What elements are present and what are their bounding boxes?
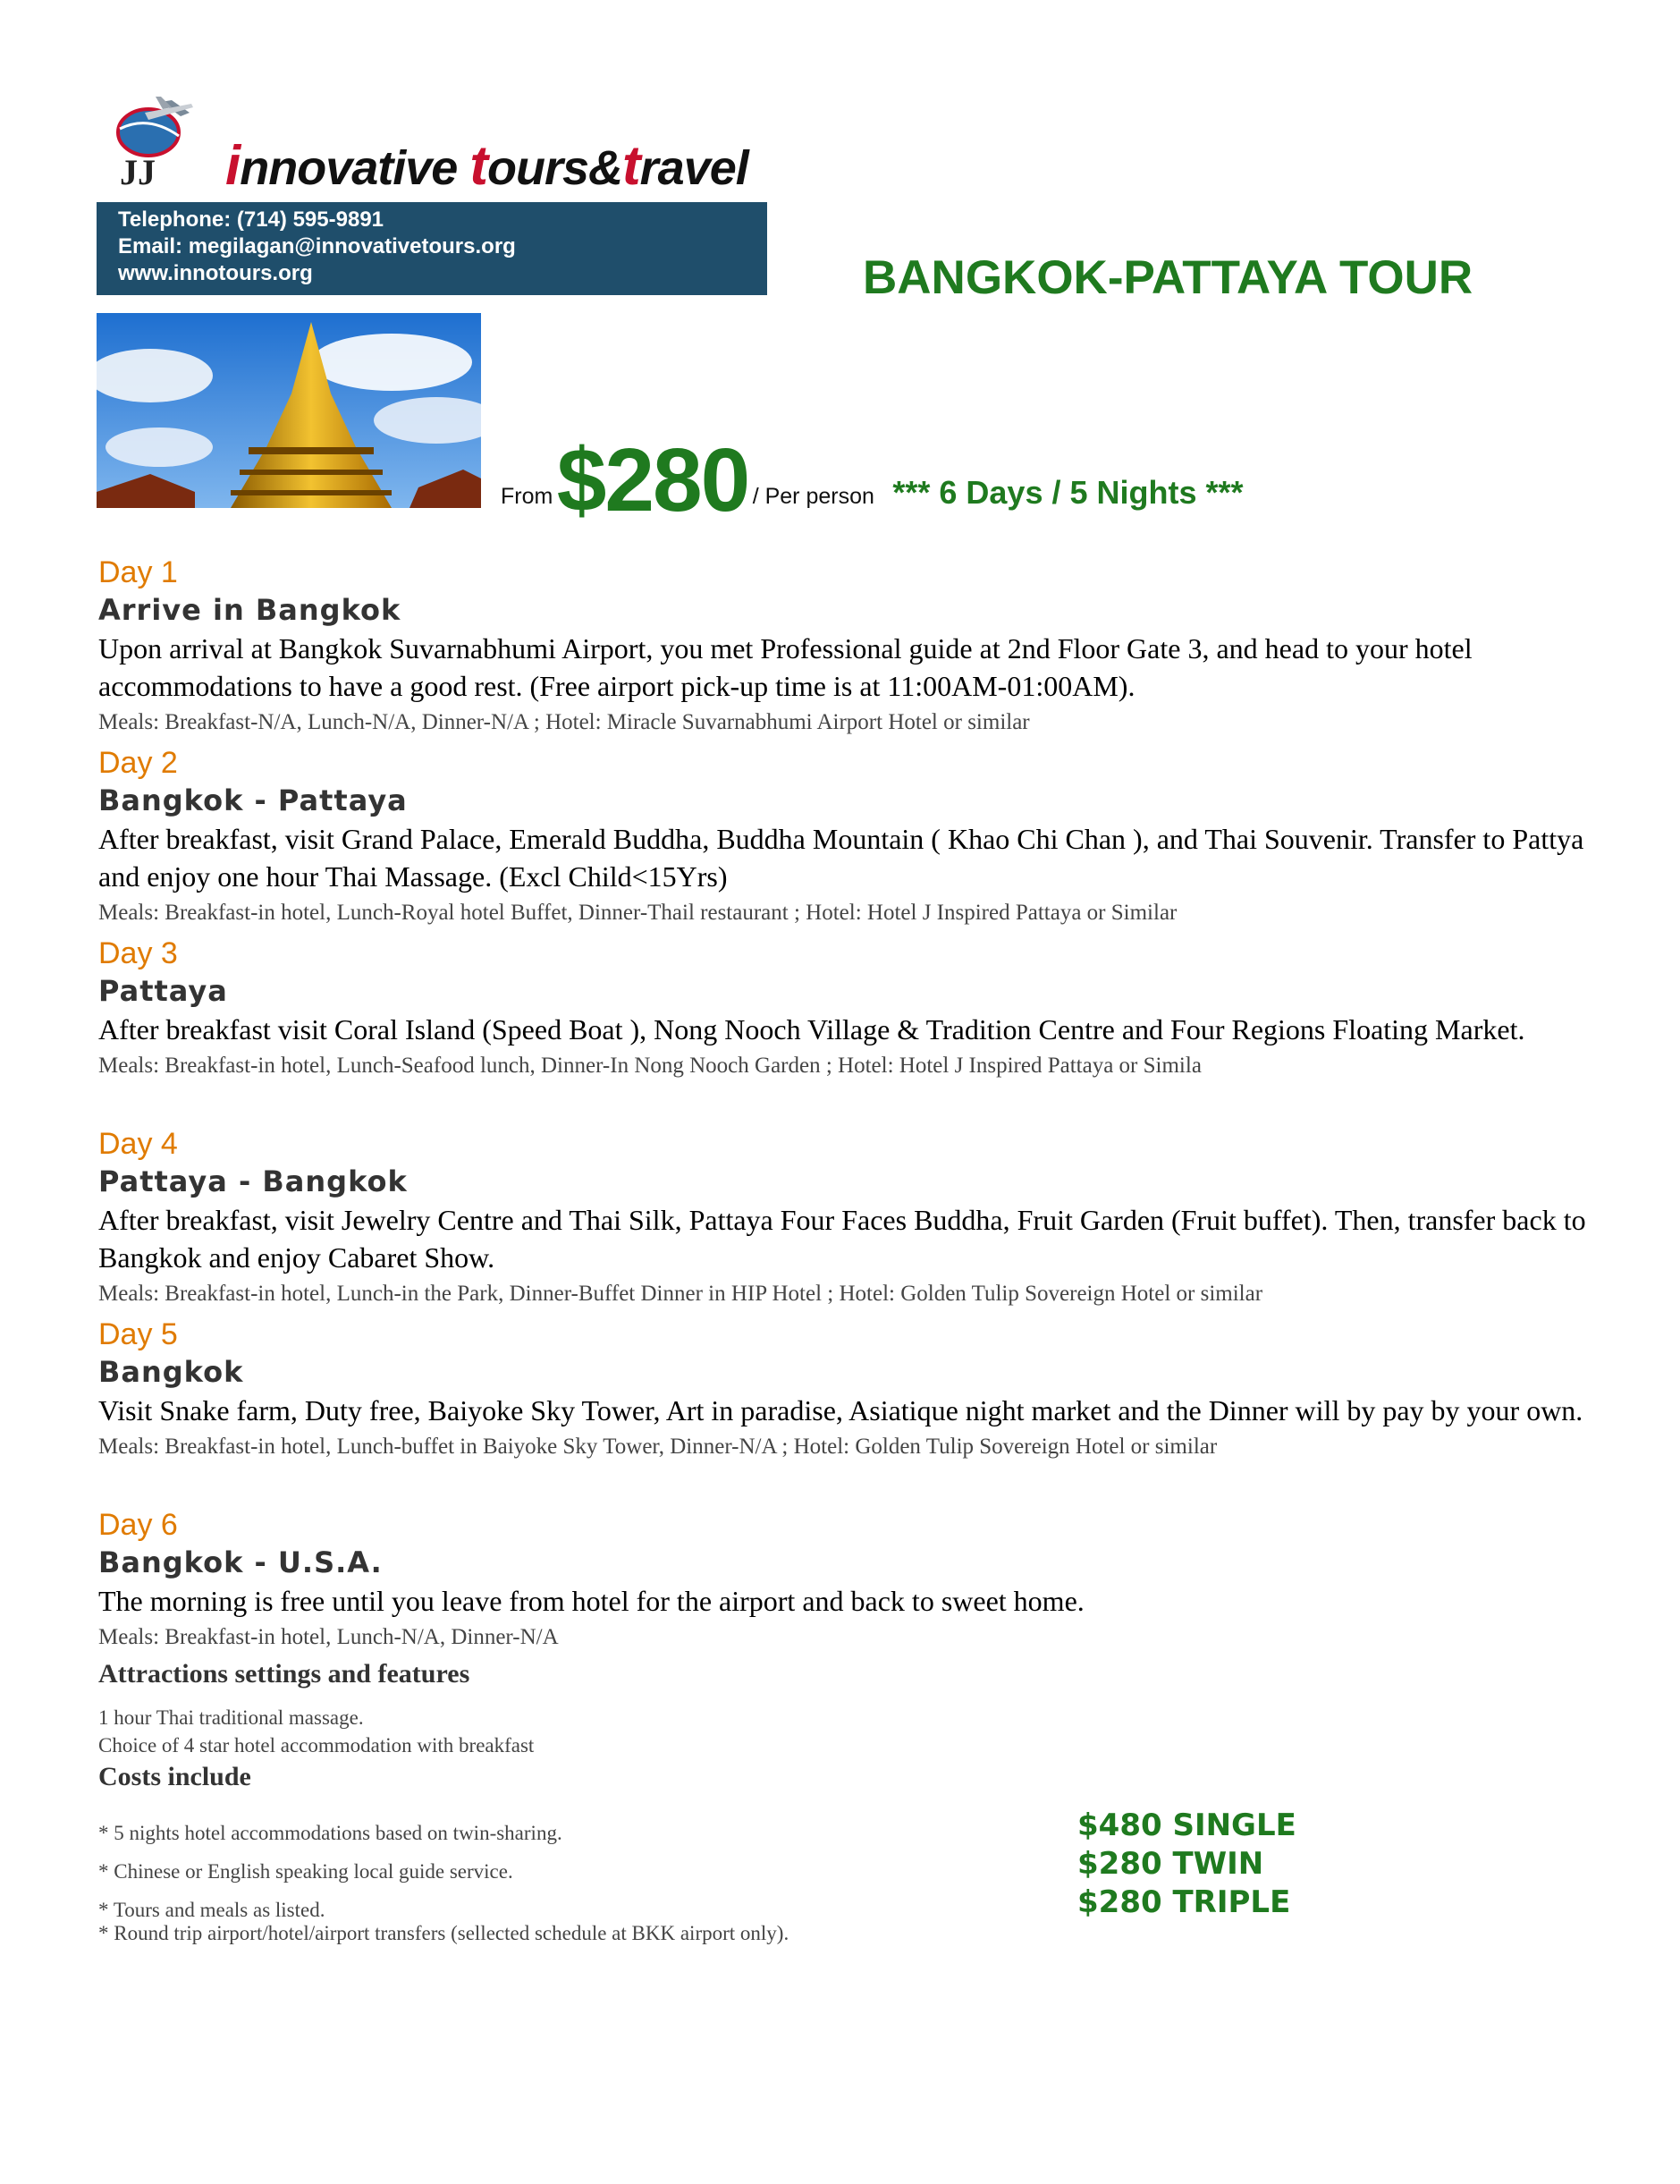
list-item: Choice of 4 star hotel accommodation with breakfast xyxy=(98,1734,535,1757)
svg-text:JJ: JJ xyxy=(120,152,156,190)
price-twin: $280 TWIN xyxy=(1077,1846,1264,1882)
page-title: BANGKOK-PATTAYA TOUR xyxy=(863,251,1473,304)
list-item: * Tours and meals as listed. xyxy=(98,1899,325,1921)
day-heading: Bangkok - Pattaya xyxy=(98,783,408,817)
costs-title: Costs include xyxy=(98,1762,251,1791)
brand-ravel: ravel xyxy=(639,141,748,195)
day-meals: Meals: Breakfast-in hotel, Lunch-in the Park, Dinner-Buffet Dinner in HIP Hotel ; Hotel: Golden Tulip Sovereign Hotel or similar xyxy=(98,1282,1263,1306)
price-line xyxy=(501,429,1244,532)
contact-telephone: Telephone: (714) 595-9891 xyxy=(118,207,384,232)
day-block-3 xyxy=(98,935,1600,1084)
day-heading: Pattaya - Bangkok xyxy=(98,1164,408,1198)
brand-t1: t xyxy=(469,135,487,197)
day-meals: Meals: Breakfast-in hotel, Lunch-buffet in Baiyoke Sky Tower, Dinner-N/A ; Hotel: Golden Tulip Sovereign Hotel or similar xyxy=(98,1435,1218,1459)
brand-amp: & xyxy=(588,141,622,195)
brand-i: i xyxy=(225,135,241,197)
day-heading: Pattaya xyxy=(98,974,228,1008)
brand-t2: t xyxy=(622,135,640,197)
costs-list xyxy=(98,1814,789,1947)
list-item: * 5 nights hotel accommodations based on twin-sharing. xyxy=(98,1822,562,1844)
brand-innovative: nnovative xyxy=(240,141,470,195)
from-label: From xyxy=(501,484,553,509)
day-label: Day 1 xyxy=(98,555,178,589)
list-item: 1 hour Thai traditional massage. xyxy=(98,1706,364,1729)
per-person-label: / Per person xyxy=(752,484,874,509)
day-heading: Bangkok xyxy=(98,1355,244,1389)
day-description: After breakfast visit Coral Island (Speed Boat ), Nong Nooch Village & Tradition Centre and Four Regions Floating Market. xyxy=(98,1013,1525,1045)
day-meals: Meals: Breakfast-in hotel, Lunch-N/A, Dinner-N/A xyxy=(98,1625,559,1649)
brand-name xyxy=(225,135,748,197)
attractions-title: Attractions settings and features xyxy=(98,1659,470,1689)
day-block-5 xyxy=(98,1316,1600,1465)
day-heading: Arrive in Bangkok xyxy=(98,593,401,627)
brand-ours: ours xyxy=(486,141,588,195)
day-description: Visit Snake farm, Duty free, Baiyoke Sky Tower, Art in paradise, Asiatique night market and the Dinner will by pay by your own. xyxy=(98,1394,1583,1426)
list-item: * Round trip airport/hotel/airport transfers (sellected schedule at BKK airport only). xyxy=(98,1922,789,1944)
day-block-6 xyxy=(98,1507,1600,1655)
day-label: Day 6 xyxy=(98,1508,178,1542)
day-meals: Meals: Breakfast-in hotel, Lunch-Royal hotel Buffet, Dinner-Thail restaurant ; Hotel: Hotel J Inspired Pattaya or Similar xyxy=(98,901,1178,925)
day-description: After breakfast, visit Grand Palace, Emerald Buddha, Buddha Mountain ( Khao Chi Chan ), and Thai Souvenir. Transfer to Pattya and enjoy one hour Thai Massage. (Excl Child<15Yrs) xyxy=(98,823,1584,893)
attractions-list xyxy=(98,1704,534,1759)
day-heading: Bangkok - U.S.A. xyxy=(98,1545,383,1579)
price-triple: $280 TRIPLE xyxy=(1077,1884,1291,1920)
contact-banner xyxy=(97,202,767,295)
price-table xyxy=(1077,1807,1296,1922)
duration-label: *** 6 Days / 5 Nights *** xyxy=(892,474,1244,511)
airplane-globe-logo-icon xyxy=(109,97,194,190)
day-meals: Meals: Breakfast-N/A, Lunch-N/A, Dinner-N/A ; Hotel: Miracle Suvarnabhumi Airport Hotel or similar xyxy=(98,710,1030,734)
thai-temple-pagoda-photo xyxy=(97,313,481,508)
day-label: Day 4 xyxy=(98,1127,178,1161)
contact-website: www.innotours.org xyxy=(118,261,313,285)
day-label: Day 5 xyxy=(98,1317,178,1351)
contact-email: Email: megilagan@innovativetours.org xyxy=(118,234,516,258)
day-block-4 xyxy=(98,1126,1600,1312)
day-meals: Meals: Breakfast-in hotel, Lunch-Seafood lunch, Dinner-In Nong Nooch Garden ; Hotel: Hotel J Inspired Pattaya or Simila xyxy=(98,1054,1202,1078)
day-description: After breakfast, visit Jewelry Centre and Thai Silk, Pattaya Four Faces Buddha, Fruit Garden (Fruit buffet). Then, transfer back to Bangkok and enjoy Cabaret Show. xyxy=(98,1204,1586,1274)
day-block-1 xyxy=(98,554,1600,741)
list-item: * Chinese or English speaking local guide service. xyxy=(98,1860,513,1883)
day-description: The morning is free until you leave from hotel for the airport and back to sweet home. xyxy=(98,1585,1085,1617)
day-description: Upon arrival at Bangkok Suvarnabhumi Airport, you met Professional guide at 2nd Floor Gate 3, and head to your hotel accommodations to have a good rest. (Free airport pick-up time is at 11:00AM-01:00AM). xyxy=(98,632,1473,702)
main-price: $280 xyxy=(556,430,749,530)
price-single: $480 SINGLE xyxy=(1077,1807,1296,1843)
day-block-2 xyxy=(98,745,1600,931)
day-label: Day 3 xyxy=(98,936,178,970)
day-label: Day 2 xyxy=(98,746,178,780)
